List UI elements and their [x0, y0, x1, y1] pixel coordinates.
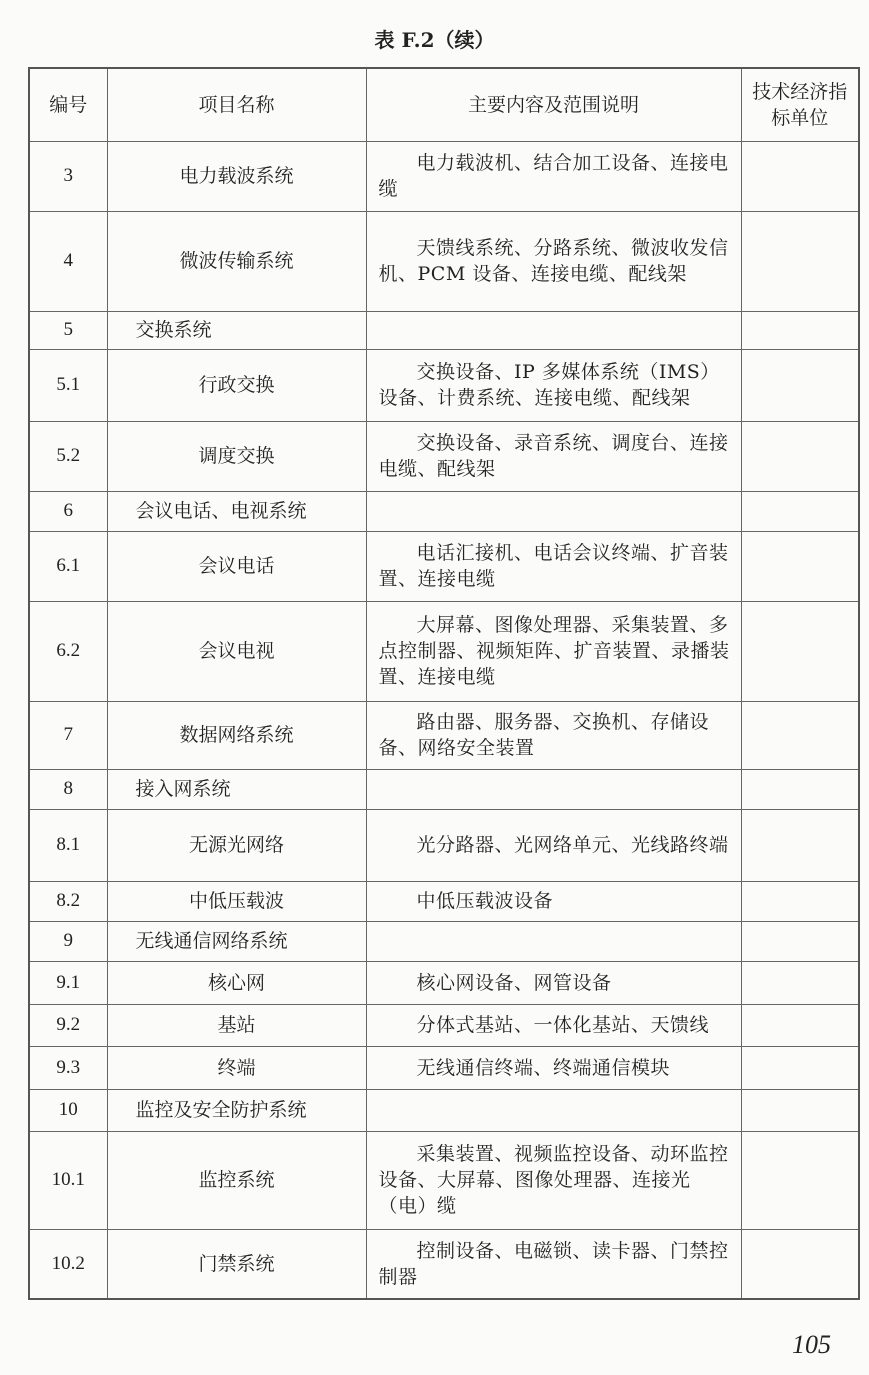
cell-name: 接入网系统: [107, 769, 366, 809]
cell-desc: 路由器、服务器、交换机、存储设备、网络安全装置: [366, 701, 741, 769]
cell-desc: [366, 1089, 741, 1131]
cell-unit: [741, 349, 859, 421]
cell-unit: [741, 1229, 859, 1299]
cell-name: 调度交换: [107, 421, 366, 491]
page-number: 105: [792, 1330, 831, 1359]
cell-num: 9.2: [29, 1004, 107, 1046]
cell-desc: 电力载波机、结合加工设备、连接电缆: [366, 141, 741, 211]
table-row: [29, 1131, 859, 1229]
cell-unit: [741, 769, 859, 809]
table-row: [29, 921, 859, 961]
cell-name: 会议电话、电视系统: [107, 491, 366, 531]
cell-desc: 核心网设备、网管设备: [366, 961, 741, 1004]
cell-unit: [741, 881, 859, 921]
cell-num: 10.1: [29, 1131, 107, 1229]
cell-unit: [741, 701, 859, 769]
cell-desc: 中低压载波设备: [366, 881, 741, 921]
table-row: [29, 961, 859, 1004]
cell-unit: [741, 311, 859, 349]
table-row: [29, 809, 859, 881]
cell-name: 门禁系统: [107, 1229, 366, 1299]
table-row: [29, 141, 859, 211]
cell-unit: [741, 809, 859, 881]
cell-unit: [741, 491, 859, 531]
cell-name: 中低压载波: [107, 881, 366, 921]
cell-unit: [741, 601, 859, 701]
cell-num: 6.2: [29, 601, 107, 701]
cell-unit: [741, 531, 859, 601]
table-header-row: [29, 68, 859, 141]
header-unit: 技术经济指标单位: [741, 68, 859, 141]
cell-desc: 光分路器、光网络单元、光线路终端: [366, 809, 741, 881]
cell-num: 4: [29, 211, 107, 311]
table-row: [29, 1089, 859, 1131]
cell-num: 9: [29, 921, 107, 961]
cell-desc: [366, 311, 741, 349]
cell-num: 10: [29, 1089, 107, 1131]
cell-num: 5: [29, 311, 107, 349]
cell-name: 交换系统: [107, 311, 366, 349]
cell-num: 10.2: [29, 1229, 107, 1299]
cell-desc: 交换设备、IP 多媒体系统（IMS）设备、计费系统、连接电缆、配线架: [366, 349, 741, 421]
cell-desc: 大屏幕、图像处理器、采集装置、多点控制器、视频矩阵、扩音装置、录播装置、连接电缆: [366, 601, 741, 701]
cell-name: 会议电话: [107, 531, 366, 601]
table-title: 表 F.2（续）: [374, 28, 495, 52]
cell-num: 7: [29, 701, 107, 769]
table-row: [29, 881, 859, 921]
cell-unit: [741, 141, 859, 211]
cell-desc: 电话汇接机、电话会议终端、扩音装置、连接电缆: [366, 531, 741, 601]
cell-unit: [741, 1131, 859, 1229]
cell-num: 9.1: [29, 961, 107, 1004]
cell-name: 监控及安全防护系统: [107, 1089, 366, 1131]
cell-desc: 采集装置、视频监控设备、动环监控设备、大屏幕、图像处理器、连接光（电）缆: [366, 1131, 741, 1229]
cell-name: 核心网: [107, 961, 366, 1004]
cell-desc: 控制设备、电磁锁、读卡器、门禁控制器: [366, 1229, 741, 1299]
table-row: [29, 769, 859, 809]
table-row: [29, 311, 859, 349]
cell-name: 数据网络系统: [107, 701, 366, 769]
table-row: [29, 491, 859, 531]
table-row: [29, 1229, 859, 1299]
cell-desc: [366, 769, 741, 809]
table-row: [29, 421, 859, 491]
cell-unit: [741, 921, 859, 961]
cell-desc: 天馈线系统、分路系统、微波收发信机、PCM 设备、连接电缆、配线架: [366, 211, 741, 311]
cell-num: 6.1: [29, 531, 107, 601]
cell-desc: 交换设备、录音系统、调度台、连接电缆、配线架: [366, 421, 741, 491]
header-desc: 主要内容及范围说明: [366, 68, 741, 141]
cell-num: 8.1: [29, 809, 107, 881]
table-row: [29, 1046, 859, 1089]
cell-num: 9.3: [29, 1046, 107, 1089]
cell-unit: [741, 1046, 859, 1089]
cell-name: 无源光网络: [107, 809, 366, 881]
cell-desc: 分体式基站、一体化基站、天馈线: [366, 1004, 741, 1046]
cell-name: 无线通信网络系统: [107, 921, 366, 961]
cell-unit: [741, 211, 859, 311]
cell-desc: 无线通信终端、终端通信模块: [366, 1046, 741, 1089]
cell-num: 5.1: [29, 349, 107, 421]
cell-name: 行政交换: [107, 349, 366, 421]
equipment-table: [28, 67, 860, 1300]
cell-unit: [741, 961, 859, 1004]
cell-name: 监控系统: [107, 1131, 366, 1229]
cell-name: 基站: [107, 1004, 366, 1046]
cell-name: 微波传输系统: [107, 211, 366, 311]
cell-num: 8: [29, 769, 107, 809]
cell-desc: [366, 491, 741, 531]
header-num: 编号: [29, 68, 107, 141]
table-row: [29, 531, 859, 601]
table-row: [29, 211, 859, 311]
table-row: [29, 349, 859, 421]
cell-name: 终端: [107, 1046, 366, 1089]
cell-num: 6: [29, 491, 107, 531]
cell-name: 电力载波系统: [107, 141, 366, 211]
cell-unit: [741, 1004, 859, 1046]
cell-num: 8.2: [29, 881, 107, 921]
header-name: 项目名称: [107, 68, 366, 141]
cell-name: 会议电视: [107, 601, 366, 701]
table-row: [29, 1004, 859, 1046]
cell-num: 3: [29, 141, 107, 211]
table-row: [29, 601, 859, 701]
cell-num: 5.2: [29, 421, 107, 491]
cell-unit: [741, 421, 859, 491]
cell-unit: [741, 1089, 859, 1131]
table-row: [29, 701, 859, 769]
cell-desc: [366, 921, 741, 961]
